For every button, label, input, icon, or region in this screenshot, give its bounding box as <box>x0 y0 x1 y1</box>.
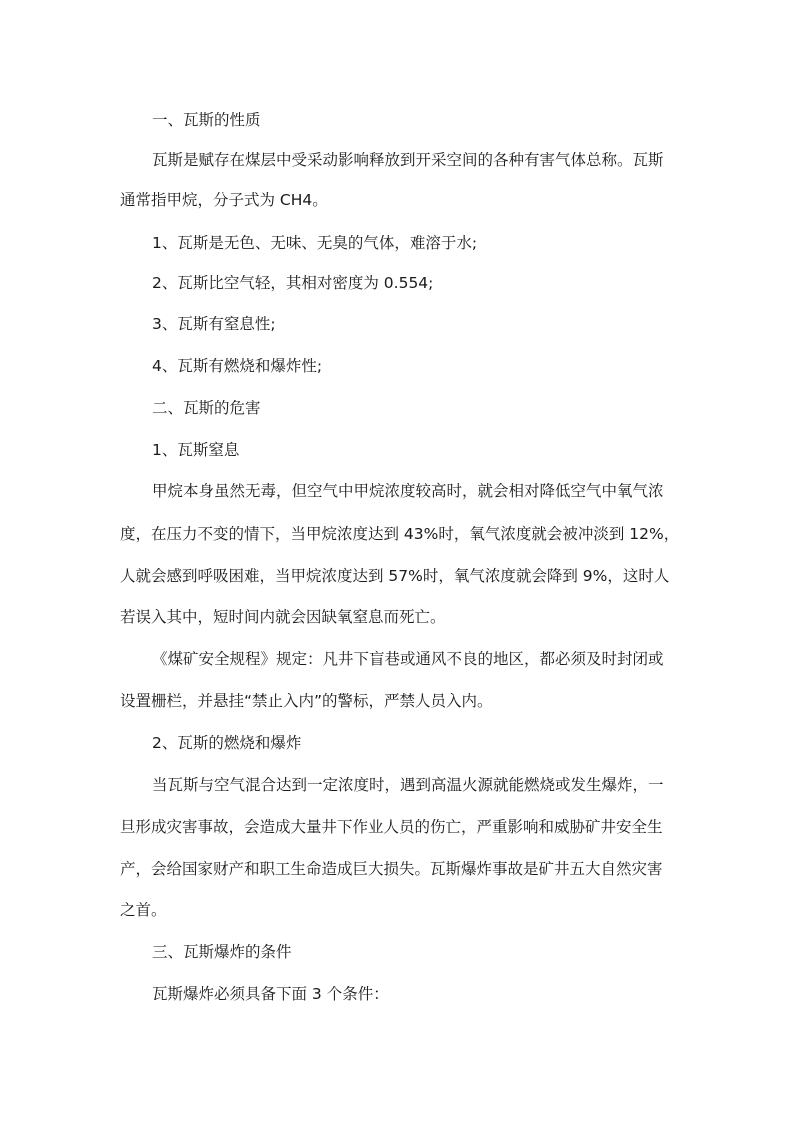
paragraph-line: 甲烷本身虽然无毒，但空气中甲烷浓度较高时，就会相对降低空气中氧气浓 <box>152 482 664 500</box>
section-heading-hazards: 二、瓦斯的危害 <box>152 399 261 417</box>
section-heading-conditions: 三、瓦斯爆炸的条件 <box>152 943 292 961</box>
paragraph-line: 通常指甲烷，分子式为 CH4。 <box>120 191 328 209</box>
paragraph-line: 旦形成灾害事故，会造成大量井下作业人员的伤亡，严重影响和威胁矿井安全生 <box>120 818 663 836</box>
paragraph-line: 若误入其中，短时间内就会因缺氧窒息而死亡。 <box>120 608 446 626</box>
list-item: 3、瓦斯有窒息性; <box>152 315 276 333</box>
subsection-heading-suffocation: 1、瓦斯窒息 <box>152 441 240 459</box>
paragraph-line: 瓦斯爆炸必须具备下面 3 个条件： <box>152 985 389 1003</box>
section-heading-properties: 一、瓦斯的性质 <box>152 111 261 129</box>
paragraph-line: 设置栅栏，并悬挂“禁止入内”的警标，严禁人员入内。 <box>120 692 493 710</box>
list-item: 4、瓦斯有燃烧和爆炸性; <box>152 357 323 375</box>
paragraph-line: 《煤矿安全规程》规定：凡井下盲巷或通风不良的地区，都必须及时封闭或 <box>152 650 664 668</box>
paragraph-line: 当瓦斯与空气混合达到一定浓度时，遇到高温火源就能燃烧或发生爆炸，一 <box>152 776 664 794</box>
list-item: 1、瓦斯是无色、无味、无臭的气体，难溶于水; <box>152 234 478 252</box>
paragraph-line: 之首。 <box>120 901 167 919</box>
paragraph-line: 瓦斯是赋存在煤层中受采动影响释放到开采空间的各种有害气体总称。瓦斯 <box>152 151 664 169</box>
paragraph-line: 人就会感到呼吸困难，当甲烷浓度达到 57%时，氧气浓度就会降到 9%，这时人 <box>120 567 670 585</box>
subsection-heading-combustion: 2、瓦斯的燃烧和爆炸 <box>152 734 302 752</box>
paragraph-line: 度，在压力不变的情下，当甲烷浓度达到 43%时，氧气浓度就会被冲淡到 12%， <box>120 525 680 543</box>
paragraph-line: 产，会给国家财产和职工生命造成巨大损失。瓦斯爆炸事故是矿井五大自然灾害 <box>120 860 663 878</box>
list-item: 2、瓦斯比空气轻，其相对密度为 0.554; <box>152 274 434 292</box>
